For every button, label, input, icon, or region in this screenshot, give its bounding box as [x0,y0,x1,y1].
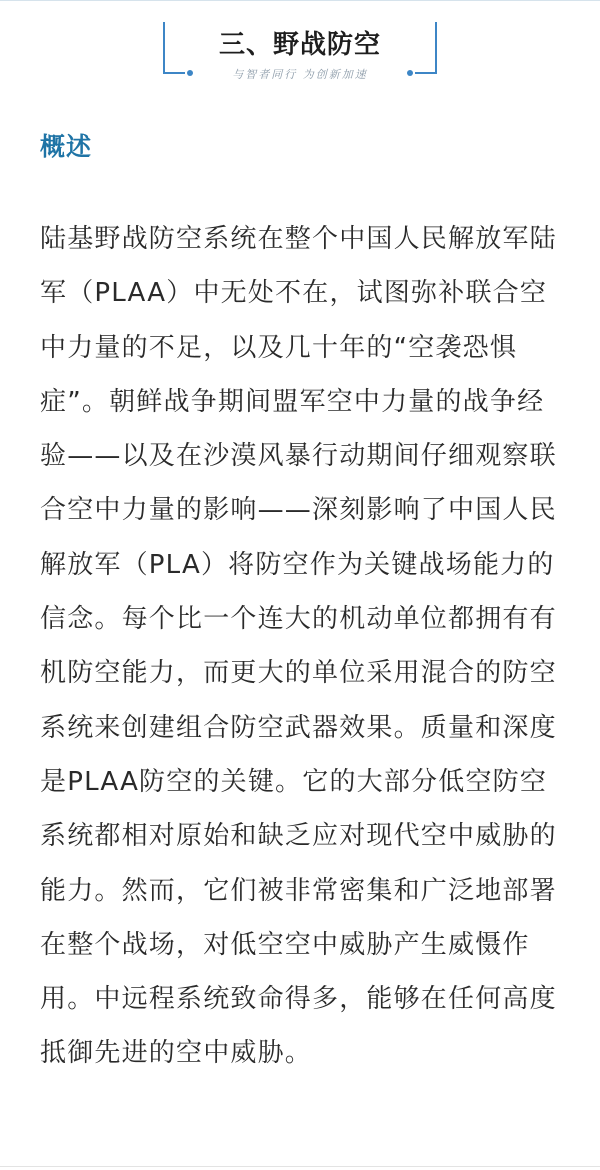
article-paragraph: 陆基野战防空系统在整个中国人民解放军陆军（PLAA）中无处不在，试图弥补联合空中力量的不足，以及几十年的“空袭恐惧症”。朝鲜战争期间盟军空中力量的战争经验——以及在沙漠风暴行动期间仔细观察联合空中力量的影响——深刻影响了中国人民解放军（PLA）将防空作为关键战场能力的信念。每个比一个连大的机动单位都拥有有机防空能力，而更大的单位采用混合的防空系统来创建组合防空武器效果。质量和深度是PLAA防空的关键。它的大部分低空防空系统都相对原始和缺乏应对现代空中威胁的能力。然而，它们被非常密集和广泛地部署在整个战场，对低空空中威胁产生威慑作用。中远程系统致命得多，能够在任何高度抵御先进的空中威胁。 [40,224,557,1069]
overview-heading: 概述 [40,132,93,161]
section-slogan: 与智者同行 为创新加速 [232,68,368,81]
section-title: 三、野战防空 [218,30,381,60]
bottom-divider [0,1166,600,1167]
section-title-block [160,0,440,80]
